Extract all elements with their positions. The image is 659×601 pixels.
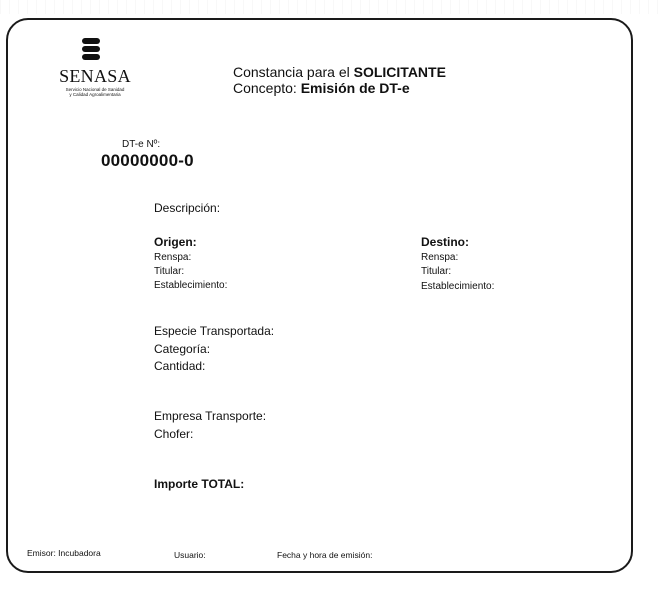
destino-title: Destino: xyxy=(421,235,469,249)
header-concept: Emisión de DT-e xyxy=(300,80,410,96)
descripcion-label: Descripción: xyxy=(154,201,221,215)
dt-number: 00000000-0 xyxy=(101,151,194,170)
header-line-2 xyxy=(233,80,410,96)
logo-subtitle xyxy=(50,87,140,97)
logo-name: SENASA xyxy=(59,66,131,86)
footer-emisor: Emisor: Incubadora xyxy=(27,548,101,558)
origen-establecimiento-label: Establecimiento: xyxy=(154,280,228,291)
footer-usuario: Usuario: xyxy=(174,550,206,560)
header-line-1 xyxy=(233,64,446,80)
destino-titular-label: Titular: xyxy=(421,266,452,277)
header-line-1-prefix: Constancia para el xyxy=(233,64,354,80)
dt-label: DT-e Nº: xyxy=(122,139,161,150)
chofer-label: Chofer: xyxy=(154,427,194,441)
logo-subtitle-line2: y Calidad Agroalimentaria xyxy=(69,92,121,97)
logo-subtitle-line1: Servicio Nacional de Sanidad xyxy=(65,87,125,92)
origen-title: Origen: xyxy=(154,235,197,249)
scan-artifact-strip xyxy=(0,0,659,14)
footer-fecha-emision: Fecha y hora de emisión: xyxy=(277,550,373,560)
senasa-emblem-icon xyxy=(81,38,101,60)
header-line-2-prefix: Concepto: xyxy=(233,80,301,96)
destino-establecimiento-label: Establecimiento: xyxy=(421,281,495,292)
senasa-logo xyxy=(50,38,150,118)
importe-total-label: Importe TOTAL: xyxy=(154,477,245,491)
origen-renspa-label: Renspa: xyxy=(154,252,192,263)
origen-titular-label: Titular: xyxy=(154,266,185,277)
empresa-transporte-label: Empresa Transporte: xyxy=(154,409,267,423)
cantidad-label: Cantidad: xyxy=(154,359,206,373)
destino-renspa-label: Renspa: xyxy=(421,252,459,263)
header-recipient: SOLICITANTE xyxy=(353,64,446,80)
especie-transportada-label: Especie Transportada: xyxy=(154,324,275,338)
categoria-label: Categoría: xyxy=(154,342,211,356)
